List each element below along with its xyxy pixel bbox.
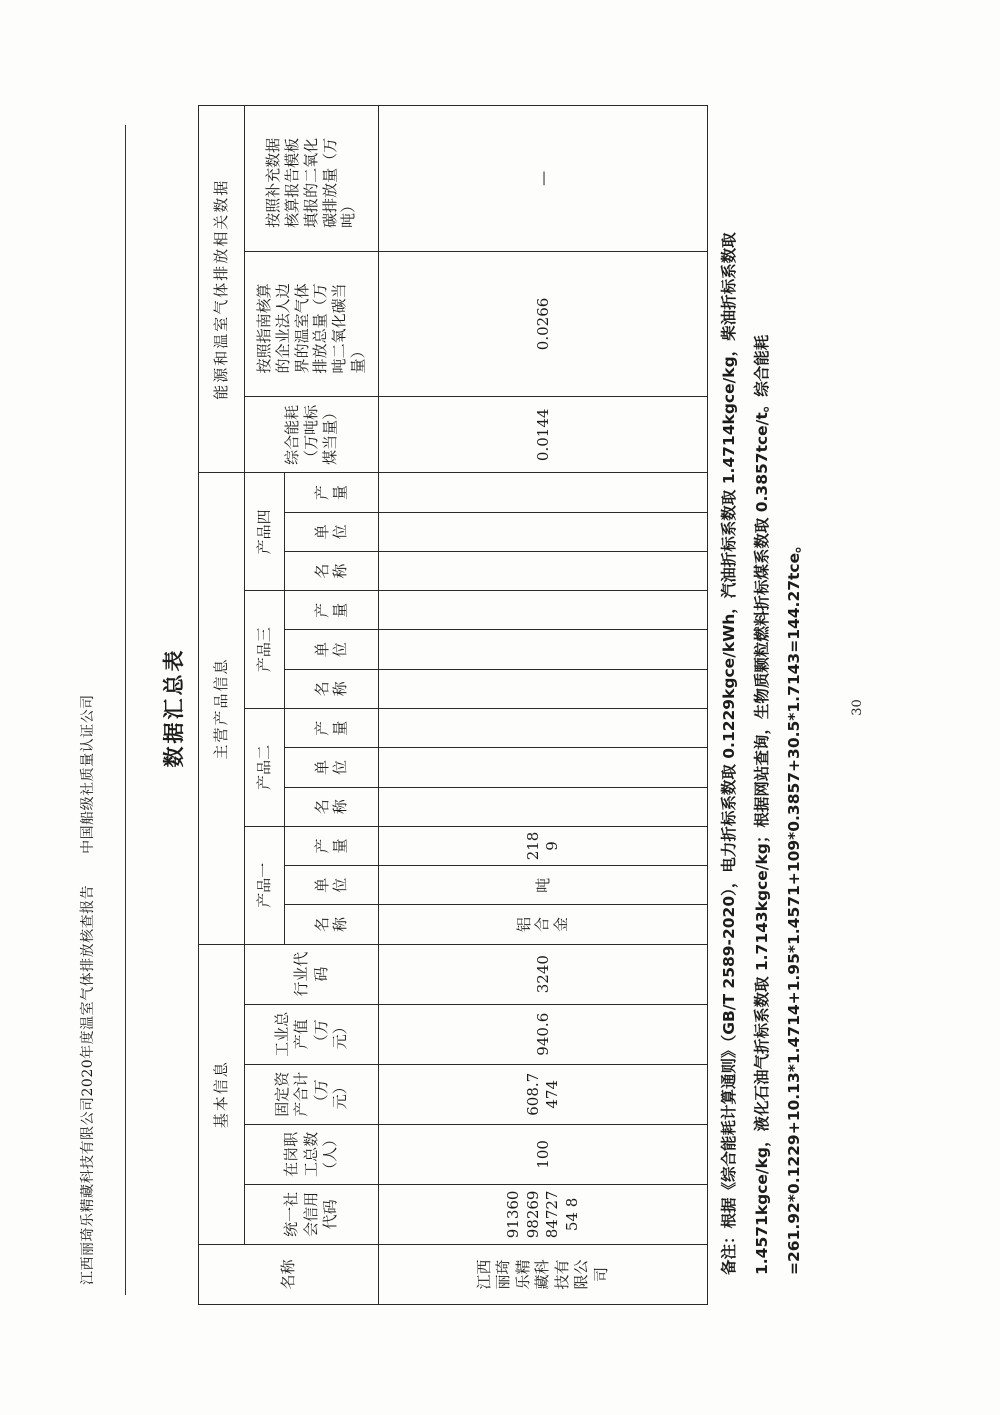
p2-output-header: 产量 [285,709,379,748]
col-employees: 在岗职工总数（人） [245,1124,379,1184]
organization-name: 中国船级社质量认证公司 [80,694,96,854]
cell-name: 江西丽琦乐精藏科技有限公司 [379,1244,708,1304]
cell-employees: 100 [379,1124,708,1184]
p2-unit-header: 单位 [285,748,379,787]
product-group-1: 产品一 [245,826,285,944]
energy-header: 能源和温室气体排放相关数据 [199,106,245,473]
p3-output-header: 产量 [285,591,379,630]
cell-energy-consumption: 0.0144 [379,397,708,473]
table-title: 数据汇总表 [162,647,186,768]
cell-co2-supplement: — [379,106,708,252]
col-output-value: 工业总产值（万元） [245,1004,379,1064]
p4-name-header: 名称 [285,551,379,590]
p4-unit-header: 单位 [285,512,379,551]
cell-p4-name [379,551,708,590]
p3-name-header: 名称 [285,669,379,708]
col-energy-consumption: 综合能耗（万吨标煤当量） [245,397,379,473]
p2-name-header: 名称 [285,787,379,826]
cell-ghg-total: 0.0266 [379,251,708,397]
cell-p4-output [379,473,708,512]
cell-output-value: 940.6 [379,1004,708,1064]
cell-industry-code: 3240 [379,944,708,1004]
table-row [379,106,708,1305]
cell-p4-unit [379,512,708,551]
col-ghg-total: 按照指南核算的企业法人边界的温室气体排放总量（万吨二氧化碳当量） [245,251,379,397]
summary-table [198,105,708,1305]
p1-name-header: 名称 [285,905,379,944]
page-number: 30 [850,699,865,716]
p3-unit-header: 单位 [285,630,379,669]
main-products-header: 主营产品信息 [199,473,245,944]
cell-p2-output [379,709,708,748]
cell-p1-unit: 吨 [379,866,708,905]
product-group-3: 产品三 [245,591,285,709]
p1-output-header: 产量 [285,826,379,865]
p4-output-header: 产量 [285,473,379,512]
product-group-4: 产品四 [245,473,285,591]
col-fixed-assets: 固定资产合计（万元） [245,1064,379,1124]
page-header [77,694,97,1285]
col-industry-code: 行业代码 [245,944,379,1004]
cell-p3-name [379,669,708,708]
cell-p2-name [379,787,708,826]
header-rule [125,125,126,1295]
cell-p3-output [379,591,708,630]
col-co2-supplement: 按照补充数据核算报告模板填报的二氧化碳排放量（万吨） [245,106,379,252]
report-title: 江西丽琦乐精藏科技有限公司2020年度温室气体排放核查报告 [80,884,96,1285]
cell-p2-unit [379,748,708,787]
cell-credit-code: 91360982698472754 8 [379,1184,708,1244]
cell-p3-unit [379,630,708,669]
name-header: 名称 [199,1244,379,1304]
col-credit-code: 统一社会信用代码 [245,1184,379,1244]
product-group-2: 产品二 [245,709,285,827]
p1-unit-header: 单位 [285,866,379,905]
cell-p1-output: 2189 [379,826,708,865]
cell-p1-name: 铝合金 [379,905,708,944]
basic-info-header: 基本信息 [199,944,245,1244]
cell-fixed-assets: 608.7474 [379,1064,708,1124]
footnote: 备注：根据《综合能耗计算通则》（GB/T 2589-2020），电力折标系数取 0.1229kgce/kWh，汽油折标系数取 1.4714kgce/kg，柴油折标系数取 1.4571kgce/kg，液化石油气折标系数取 1.7143kgce/kg；根据网站查询，生物质颗粒燃料折标煤系数取 0.3857tce/t。综合能耗=261.92*0.1229+10.13*1.4714+1.95*1.4571+109*0.3857+30.5*1.7143=144.27tce。 [720,232,804,1275]
